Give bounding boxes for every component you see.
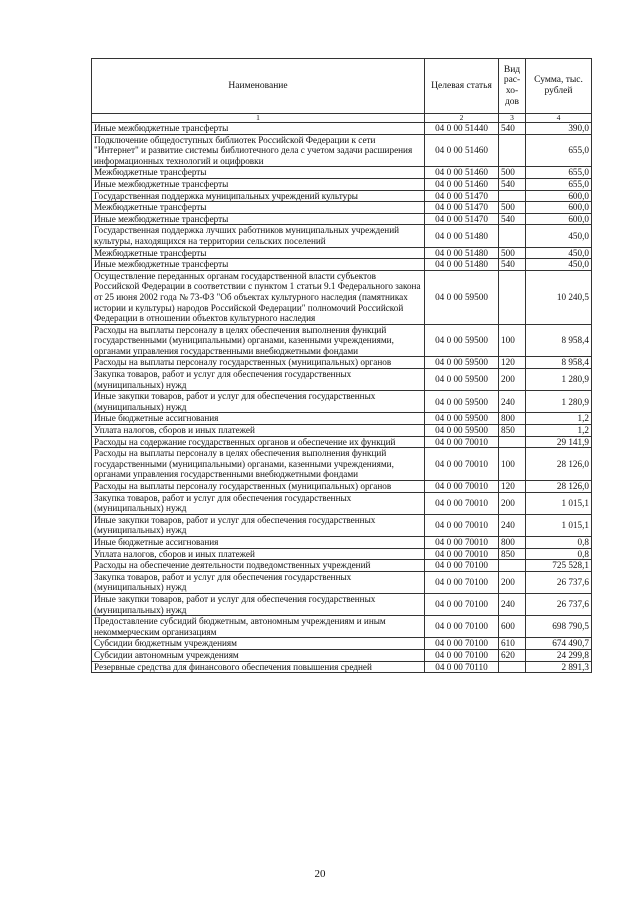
row-sum-cell: 1 280,9	[526, 369, 592, 391]
row-name-cell: Иные бюджетные ассигнования	[92, 413, 425, 425]
row-code-cell: 04 0 00 70010	[425, 448, 499, 481]
row-name-cell: Иные закупки товаров, работ и услуг для обеспечения государственных (муниципальных) нужд	[92, 391, 425, 413]
row-name-cell: Закупка товаров, работ и услуг для обеспечения государственных (муниципальных) нужд	[92, 369, 425, 391]
budget-table	[91, 58, 592, 673]
row-sum-cell: 1 015,1	[526, 514, 592, 536]
row-vid-cell	[499, 190, 526, 202]
row-sum-cell: 28 126,0	[526, 481, 592, 493]
row-code-cell: 04 0 00 70010	[425, 492, 499, 514]
row-sum-cell: 2 891,3	[526, 661, 592, 673]
row-code-cell: 04 0 00 70010	[425, 548, 499, 560]
row-sum-cell: 725 528,1	[526, 560, 592, 572]
row-sum-cell: 698 790,5	[526, 616, 592, 638]
row-code-cell: 04 0 00 70100	[425, 649, 499, 661]
row-vid-cell	[499, 270, 526, 324]
row-name-cell: Расходы на содержание государственных органов и обеспечение их функций	[92, 436, 425, 448]
row-vid-cell: 120	[499, 357, 526, 369]
row-sum-cell: 390,0	[526, 123, 592, 135]
row-code-cell: 04 0 00 51460	[425, 178, 499, 190]
header-name: Наименование	[92, 59, 425, 114]
row-vid-cell	[499, 436, 526, 448]
row-sum-cell: 8 958,4	[526, 324, 592, 357]
row-vid-cell	[499, 225, 526, 247]
table-row	[92, 123, 592, 135]
header-vid: Вид рас- хо- дов	[499, 59, 526, 114]
row-name-cell: Расходы на выплаты персоналу в целях обеспечения выполнения функций государственными (муниципальными) органами, казенными учреждениями, органами управления государственными внебюджетными фондами	[92, 324, 425, 357]
row-sum-cell: 8 958,4	[526, 357, 592, 369]
table-row	[92, 536, 592, 548]
table-row	[92, 571, 592, 593]
table-row	[92, 514, 592, 536]
row-vid-cell: 540	[499, 213, 526, 225]
row-name-cell: Иные межбюджетные трансферты	[92, 123, 425, 135]
table-row	[92, 560, 592, 572]
row-code-cell: 04 0 00 51460	[425, 167, 499, 179]
row-name-cell: Иные межбюджетные трансферты	[92, 259, 425, 271]
table-row	[92, 134, 592, 167]
table-row	[92, 270, 592, 324]
page-number: 20	[314, 868, 326, 880]
table-row	[92, 369, 592, 391]
row-code-cell: 04 0 00 70100	[425, 616, 499, 638]
row-sum-cell: 0,8	[526, 548, 592, 560]
row-sum-cell: 1,2	[526, 413, 592, 425]
table-row	[92, 324, 592, 357]
row-name-cell: Расходы на выплаты персоналу государственных (муниципальных) органов	[92, 357, 425, 369]
table-row	[92, 178, 592, 190]
row-code-cell: 04 0 00 51470	[425, 202, 499, 214]
table-row	[92, 190, 592, 202]
row-code-cell: 04 0 00 59500	[425, 413, 499, 425]
row-code-cell: 04 0 00 51480	[425, 225, 499, 247]
row-sum-cell: 1 280,9	[526, 391, 592, 413]
row-vid-cell: 240	[499, 514, 526, 536]
row-sum-cell: 655,0	[526, 134, 592, 167]
row-name-cell: Уплата налогов, сборов и иных платежей	[92, 548, 425, 560]
table-row	[92, 649, 592, 661]
row-sum-cell: 600,0	[526, 213, 592, 225]
row-name-cell: Иные бюджетные ассигнования	[92, 536, 425, 548]
row-code-cell: 04 0 00 59500	[425, 391, 499, 413]
row-vid-cell: 850	[499, 425, 526, 437]
row-vid-cell: 800	[499, 536, 526, 548]
column-number: 1	[92, 114, 425, 123]
row-name-cell: Межбюджетные трансферты	[92, 247, 425, 259]
row-vid-cell: 200	[499, 492, 526, 514]
row-name-cell: Государственная поддержка муниципальных учреждений культуры	[92, 190, 425, 202]
row-code-cell: 04 0 00 51480	[425, 259, 499, 271]
header-code: Целевая статья	[425, 59, 499, 114]
table-row	[92, 425, 592, 437]
row-vid-cell: 610	[499, 638, 526, 650]
row-name-cell: Предоставление субсидий бюджетным, автономным учреждениям и иным некоммерческим организациям	[92, 616, 425, 638]
row-sum-cell: 10 240,5	[526, 270, 592, 324]
row-sum-cell: 600,0	[526, 202, 592, 214]
row-sum-cell: 655,0	[526, 167, 592, 179]
row-name-cell: Субсидии бюджетным учреждениям	[92, 638, 425, 650]
row-vid-cell: 850	[499, 548, 526, 560]
row-name-cell: Субсидии автономным учреждениям	[92, 649, 425, 661]
row-name-cell: Иные закупки товаров, работ и услуг для обеспечения государственных (муниципальных) нужд	[92, 593, 425, 615]
row-code-cell: 04 0 00 51480	[425, 247, 499, 259]
row-vid-cell	[499, 560, 526, 572]
row-code-cell: 04 0 00 59500	[425, 270, 499, 324]
row-name-cell: Расходы на обеспечение деятельности подведомственных учреждений	[92, 560, 425, 572]
row-code-cell: 04 0 00 70100	[425, 593, 499, 615]
row-code-cell: 04 0 00 51470	[425, 213, 499, 225]
row-vid-cell: 600	[499, 616, 526, 638]
row-vid-cell: 540	[499, 178, 526, 190]
row-code-cell: 04 0 00 59500	[425, 324, 499, 357]
table-row	[92, 616, 592, 638]
row-vid-cell: 240	[499, 391, 526, 413]
row-code-cell: 04 0 00 70010	[425, 481, 499, 493]
row-name-cell: Осуществление переданных органам государственной власти субъектов Российской Федерации в соответствии с пунктом 1 статьи 9.1 Федерального закона от 25 июня 2002 года № 73-ФЗ "Об объектах культурного наследия (памятниках истории и культуры) народов Российской Федерации" полномочий Российской Федерации в отношении объектов культурного наследия	[92, 270, 425, 324]
table-row	[92, 391, 592, 413]
row-sum-cell: 450,0	[526, 225, 592, 247]
row-code-cell: 04 0 00 70100	[425, 560, 499, 572]
row-name-cell: Уплата налогов, сборов и иных платежей	[92, 425, 425, 437]
row-code-cell: 04 0 00 51470	[425, 190, 499, 202]
table-row	[92, 448, 592, 481]
row-vid-cell: 240	[499, 593, 526, 615]
column-number: 2	[425, 114, 499, 123]
row-code-cell: 04 0 00 59500	[425, 425, 499, 437]
row-code-cell: 04 0 00 70010	[425, 514, 499, 536]
row-sum-cell: 600,0	[526, 190, 592, 202]
table-row	[92, 213, 592, 225]
header-row	[92, 59, 592, 114]
row-name-cell: Закупка товаров, работ и услуг для обеспечения государственных (муниципальных) нужд	[92, 571, 425, 593]
row-code-cell: 04 0 00 51440	[425, 123, 499, 135]
row-name-cell: Закупка товаров, работ и услуг для обеспечения государственных (муниципальных) нужд	[92, 492, 425, 514]
table-row	[92, 247, 592, 259]
row-vid-cell: 540	[499, 259, 526, 271]
row-name-cell: Иные межбюджетные трансферты	[92, 213, 425, 225]
row-name-cell: Иные межбюджетные трансферты	[92, 178, 425, 190]
row-vid-cell: 200	[499, 571, 526, 593]
row-vid-cell	[499, 134, 526, 167]
row-sum-cell: 450,0	[526, 247, 592, 259]
table-row	[92, 225, 592, 247]
column-number: 3	[499, 114, 526, 123]
column-number: 4	[526, 114, 592, 123]
row-vid-cell: 500	[499, 247, 526, 259]
table-body	[92, 123, 592, 673]
row-code-cell: 04 0 00 59500	[425, 369, 499, 391]
row-vid-cell: 120	[499, 481, 526, 493]
row-sum-cell: 655,0	[526, 178, 592, 190]
row-code-cell: 04 0 00 70010	[425, 436, 499, 448]
row-vid-cell: 100	[499, 324, 526, 357]
row-sum-cell: 24 299,8	[526, 649, 592, 661]
row-sum-cell: 1,2	[526, 425, 592, 437]
row-code-cell: 04 0 00 70100	[425, 638, 499, 650]
table-row	[92, 202, 592, 214]
table-row	[92, 436, 592, 448]
row-vid-cell: 800	[499, 413, 526, 425]
table-row	[92, 638, 592, 650]
table-row	[92, 481, 592, 493]
row-vid-cell: 540	[499, 123, 526, 135]
row-code-cell: 04 0 00 70110	[425, 661, 499, 673]
row-vid-cell: 100	[499, 448, 526, 481]
row-vid-cell: 500	[499, 202, 526, 214]
row-vid-cell: 500	[499, 167, 526, 179]
row-vid-cell	[499, 661, 526, 673]
table-row	[92, 167, 592, 179]
row-name-cell: Расходы на выплаты персоналу в целях обеспечения выполнения функций государственными (муниципальными) органами, казенными учреждениями, органами управления государственными внебюджетными фондами	[92, 448, 425, 481]
row-sum-cell: 28 126,0	[526, 448, 592, 481]
row-name-cell: Расходы на выплаты персоналу государственных (муниципальных) органов	[92, 481, 425, 493]
row-name-cell: Межбюджетные трансферты	[92, 167, 425, 179]
table-row	[92, 259, 592, 271]
row-sum-cell: 1 015,1	[526, 492, 592, 514]
row-sum-cell: 29 141,9	[526, 436, 592, 448]
row-sum-cell: 26 737,6	[526, 593, 592, 615]
row-name-cell: Иные закупки товаров, работ и услуг для обеспечения государственных (муниципальных) нужд	[92, 514, 425, 536]
table-row	[92, 492, 592, 514]
row-sum-cell: 450,0	[526, 259, 592, 271]
row-name-cell: Резервные средства для финансового обеспечения повышения средней	[92, 661, 425, 673]
row-name-cell: Межбюджетные трансферты	[92, 202, 425, 214]
row-code-cell: 04 0 00 59500	[425, 357, 499, 369]
row-name-cell: Подключение общедоступных библиотек Российской Федерации к сети "Интернет" и развитие системы библиотечного дела с учетом задачи расширения информационных технологий и оцифровки	[92, 134, 425, 167]
table-row	[92, 357, 592, 369]
table-row	[92, 593, 592, 615]
row-sum-cell: 674 490,7	[526, 638, 592, 650]
header-sum: Сумма, тыс. рублей	[526, 59, 592, 114]
row-sum-cell: 0,8	[526, 536, 592, 548]
row-code-cell: 04 0 00 51460	[425, 134, 499, 167]
row-sum-cell: 26 737,6	[526, 571, 592, 593]
table-row	[92, 548, 592, 560]
row-vid-cell: 620	[499, 649, 526, 661]
row-code-cell: 04 0 00 70010	[425, 536, 499, 548]
table-row	[92, 413, 592, 425]
row-code-cell: 04 0 00 70100	[425, 571, 499, 593]
row-vid-cell: 200	[499, 369, 526, 391]
table-row	[92, 661, 592, 673]
row-name-cell: Государственная поддержка лучших работников муниципальных учреждений культуры, находящихся на территории сельских поселений	[92, 225, 425, 247]
column-number-row	[92, 114, 592, 123]
